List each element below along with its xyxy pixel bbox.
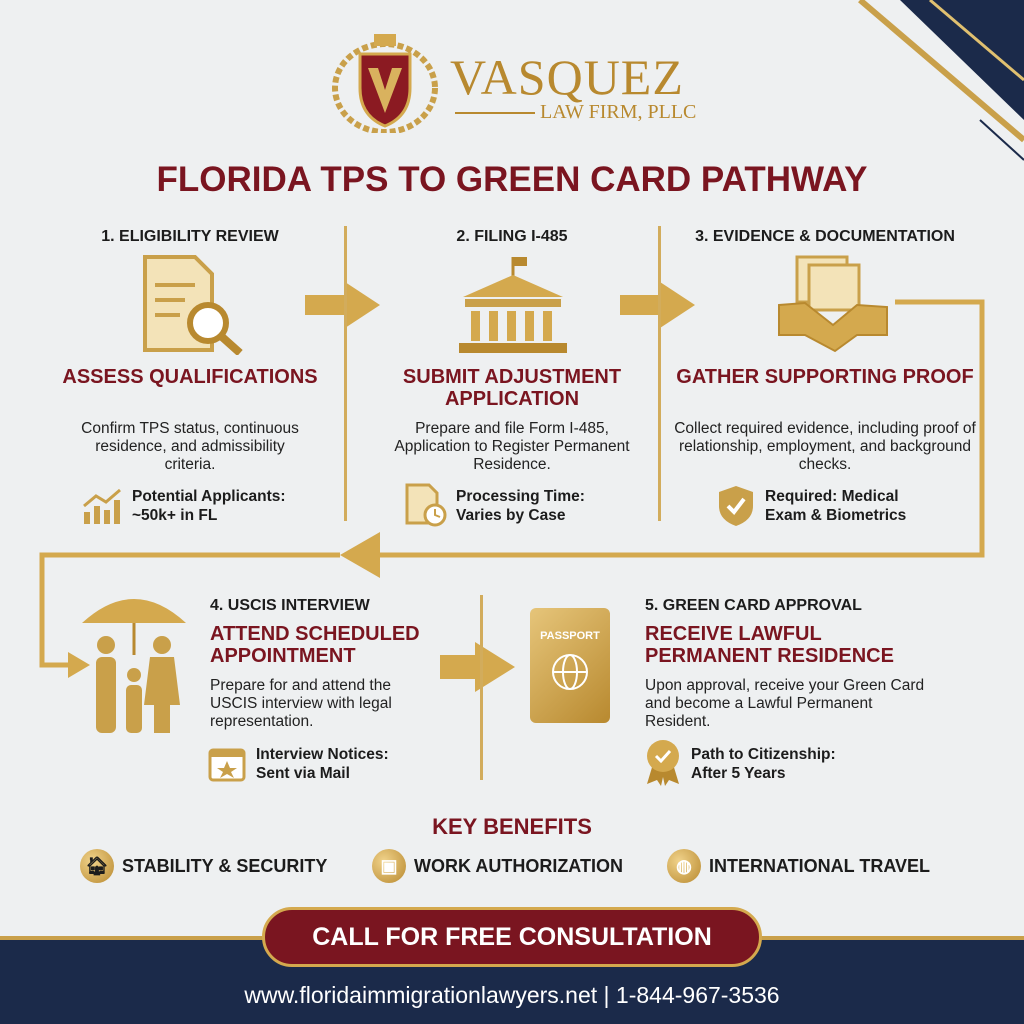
stat-label: Path to Citizenship: <box>691 746 836 763</box>
step-4-stat <box>256 745 389 783</box>
step-2-stat <box>456 487 585 525</box>
calendar-star-icon <box>208 744 248 782</box>
growth-chart-icon <box>82 488 122 524</box>
footer-contact[interactable]: www.floridaimmigrationlawyers.net | 1-844-967-3536 <box>244 982 780 1008</box>
step-5-stat <box>691 745 836 783</box>
divider <box>480 595 483 780</box>
law-firm-crest-logo <box>330 28 440 133</box>
stat-label: Interview Notices: <box>256 746 389 763</box>
step-1-label: 1. ELIGIBILITY REVIEW <box>101 228 279 245</box>
family-umbrella-icon <box>78 585 190 735</box>
step-4-heading: ATTEND SCHEDULED APPOINTMENT <box>210 623 420 667</box>
stat-value: ~50k+ in FL <box>132 507 218 524</box>
step-4-description: Prepare for and attend the USCIS interview with legal representation. <box>210 677 392 730</box>
brand-divider <box>455 112 535 114</box>
benefit-travel: ◍ INTERNATIONAL TRAVEL <box>667 849 930 883</box>
home-icon: 🏠︎ <box>80 849 114 883</box>
step-3-stat <box>765 487 906 525</box>
key-benefits-title: KEY BENEFITS <box>432 814 592 839</box>
step-5-label: 5. GREEN CARD APPROVAL <box>645 597 862 614</box>
stat-value: After 5 Years <box>691 765 786 782</box>
handshake-documents-icon <box>775 255 895 355</box>
globe-icon: ◍ <box>667 849 701 883</box>
award-badge-icon <box>643 738 683 786</box>
stat-value: Varies by Case <box>456 507 566 524</box>
step-5-heading: RECEIVE LAWFUL PERMANENT RESIDENCE <box>645 623 894 667</box>
courthouse-icon <box>455 255 570 355</box>
benefit-stability: 🏠︎ STABILITY & SECURITY <box>80 849 327 883</box>
passport-icon <box>530 608 610 723</box>
step-5-description: Upon approval, receive your Green Card and become a Lawful Permanent Resident. <box>645 677 925 730</box>
document-clock-icon <box>405 483 447 527</box>
stat-label: Processing Time: <box>456 488 585 505</box>
step-1-description: Confirm TPS status, continuous residence, and admissibility criteria. <box>81 420 299 473</box>
step-2-label: 2. FILING I-485 <box>456 228 568 245</box>
divider <box>344 226 347 521</box>
step-3-heading: GATHER SUPPORTING PROOF <box>676 366 974 388</box>
briefcase-icon: ▣ <box>372 849 406 883</box>
stat-label: Potential Applicants: <box>132 488 286 505</box>
brand-name: VASQUEZ <box>450 49 684 105</box>
free-consultation-button[interactable]: CALL FOR FREE CONSULTATION <box>262 907 762 967</box>
page-title: FLORIDA TPS TO GREEN CARD PATHWAY <box>156 160 868 199</box>
shield-check-icon <box>717 484 755 528</box>
brand-subtitle: LAW FIRM, PLLC <box>540 101 697 123</box>
step-4-label: 4. USCIS INTERVIEW <box>210 597 370 614</box>
passport-label: PASSPORT <box>540 630 600 642</box>
stat-label: Required: Medical <box>765 488 899 505</box>
step-3-description: Collect required evidence, including proof of relationship, employment, and background checks. <box>674 420 976 473</box>
document-search-icon <box>140 255 250 355</box>
stat-value: Sent via Mail <box>256 765 350 782</box>
benefit-work: ▣ WORK AUTHORIZATION <box>372 849 623 883</box>
step-3-label: 3. EVIDENCE & DOCUMENTATION <box>695 228 955 245</box>
stat-value: Exam & Biometrics <box>765 507 907 524</box>
step-1-stat <box>132 487 286 525</box>
step-2-heading: SUBMIT ADJUSTMENT APPLICATION <box>402 366 622 410</box>
step-1-heading: ASSESS QUALIFICATIONS <box>62 366 318 388</box>
step-2-description: Prepare and file Form I-485, Application to Register Permanent Residence. <box>394 420 630 473</box>
